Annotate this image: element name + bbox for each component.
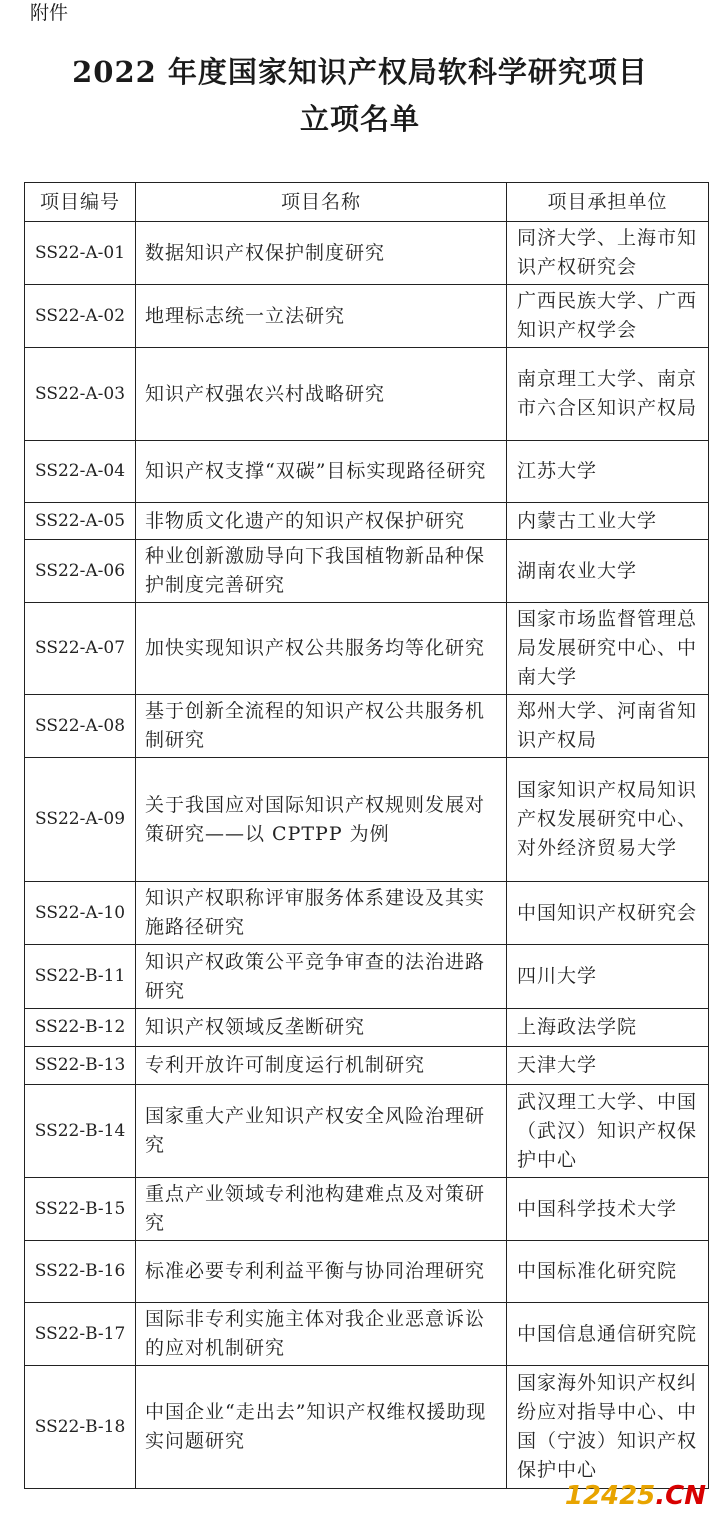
project-code: SS22-B-13: [25, 1047, 136, 1085]
project-code: SS22-B-16: [25, 1241, 136, 1303]
attachment-label: 附件: [30, 2, 69, 24]
project-code: SS22-A-07: [25, 603, 136, 695]
table-row: [25, 758, 709, 882]
project-name: 非物质文化遗产的知识产权保护研究: [136, 503, 507, 540]
project-name: 关于我国应对国际知识产权规则发展对策研究——以 CPTPP 为例: [136, 758, 507, 882]
project-unit: 天津大学: [507, 1047, 709, 1085]
project-unit: 上海政法学院: [507, 1009, 709, 1047]
document-title-line2: 立项名单: [299, 102, 420, 136]
project-unit: 中国知识产权研究会: [507, 882, 709, 945]
project-name: 知识产权政策公平竞争审查的法治进路研究: [136, 945, 507, 1009]
project-name: 国家重大产业知识产权安全风险治理研究: [136, 1085, 507, 1178]
table-row: [25, 945, 709, 1009]
project-code: SS22-B-14: [25, 1085, 136, 1178]
table-row: [25, 348, 709, 441]
watermark-number: 12425: [564, 1481, 656, 1511]
project-table: [24, 182, 709, 1489]
project-code: SS22-A-03: [25, 348, 136, 441]
project-name: 重点产业领域专利池构建难点及对策研究: [136, 1178, 507, 1241]
project-code: SS22-A-04: [25, 441, 136, 503]
table-row: [25, 1047, 709, 1085]
project-name: 知识产权领域反垄断研究: [136, 1009, 507, 1047]
table-row: [25, 1366, 709, 1489]
project-unit: 内蒙古工业大学: [507, 503, 709, 540]
project-name: 数据知识产权保护制度研究: [136, 222, 507, 285]
table-row: [25, 441, 709, 503]
table-row: [25, 222, 709, 285]
site-watermark: [565, 1481, 706, 1511]
project-code: SS22-B-11: [25, 945, 136, 1009]
table-row: [25, 882, 709, 945]
table-row: [25, 1303, 709, 1366]
project-code: SS22-A-08: [25, 695, 136, 758]
table-header-row: [25, 183, 709, 222]
project-name: 中国企业“走出去”知识产权维权援助现实问题研究: [136, 1366, 507, 1489]
project-code: SS22-A-10: [25, 882, 136, 945]
project-unit: 国家市场监督管理总局发展研究中心、中南大学: [507, 603, 709, 695]
table-row: [25, 503, 709, 540]
project-name: 标准必要专利利益平衡与协同治理研究: [136, 1241, 507, 1303]
project-unit: 中国信息通信研究院: [507, 1303, 709, 1366]
project-unit: 国家知识产权局知识产权发展研究中心、对外经济贸易大学: [507, 758, 709, 882]
table-row: [25, 695, 709, 758]
project-unit: 四川大学: [507, 945, 709, 1009]
project-unit: 武汉理工大学、中国（武汉）知识产权保护中心: [507, 1085, 709, 1178]
project-name: 种业创新激励导向下我国植物新品种保护制度完善研究: [136, 540, 507, 603]
project-name: 知识产权强农兴村战略研究: [136, 348, 507, 441]
project-code: SS22-B-15: [25, 1178, 136, 1241]
project-code: SS22-B-18: [25, 1366, 136, 1489]
project-name: 专利开放许可制度运行机制研究: [136, 1047, 507, 1085]
table-row: [25, 603, 709, 695]
header-project-unit: 项目承担单位: [507, 183, 709, 222]
project-unit: 中国科学技术大学: [507, 1178, 709, 1241]
project-name: 加快实现知识产权公共服务均等化研究: [136, 603, 507, 695]
project-name: 知识产权职称评审服务体系建设及其实施路径研究: [136, 882, 507, 945]
document-title: 2022 年度国家知识产权局软科学研究项目: [72, 55, 648, 89]
project-code: SS22-A-01: [25, 222, 136, 285]
table-row: [25, 285, 709, 348]
table-row: [25, 1085, 709, 1178]
header-project-code: 项目编号: [25, 183, 136, 222]
project-unit: 同济大学、上海市知识产权研究会: [507, 222, 709, 285]
watermark-suffix: .CN: [655, 1481, 706, 1511]
project-name: 知识产权支撑“双碳”目标实现路径研究: [136, 441, 507, 503]
table-row: [25, 1241, 709, 1303]
project-unit: 江苏大学: [507, 441, 709, 503]
project-code: SS22-A-05: [25, 503, 136, 540]
table-row: [25, 540, 709, 603]
project-unit: 南京理工大学、南京市六合区知识产权局: [507, 348, 709, 441]
project-code: SS22-B-12: [25, 1009, 136, 1047]
project-unit: 湖南农业大学: [507, 540, 709, 603]
project-code: SS22-A-02: [25, 285, 136, 348]
project-code: SS22-A-09: [25, 758, 136, 882]
project-unit: 广西民族大学、广西知识产权学会: [507, 285, 709, 348]
project-name: 基于创新全流程的知识产权公共服务机制研究: [136, 695, 507, 758]
project-code: SS22-B-17: [25, 1303, 136, 1366]
header-project-name: 项目名称: [136, 183, 507, 222]
project-code: SS22-A-06: [25, 540, 136, 603]
table-row: [25, 1178, 709, 1241]
project-name: 地理标志统一立法研究: [136, 285, 507, 348]
project-unit: 中国标准化研究院: [507, 1241, 709, 1303]
table-row: [25, 1009, 709, 1047]
project-unit: 郑州大学、河南省知识产权局: [507, 695, 709, 758]
project-unit: 国家海外知识产权纠纷应对指导中心、中国（宁波）知识产权保护中心: [507, 1366, 709, 1489]
project-name: 国际非专利实施主体对我企业恶意诉讼的应对机制研究: [136, 1303, 507, 1366]
